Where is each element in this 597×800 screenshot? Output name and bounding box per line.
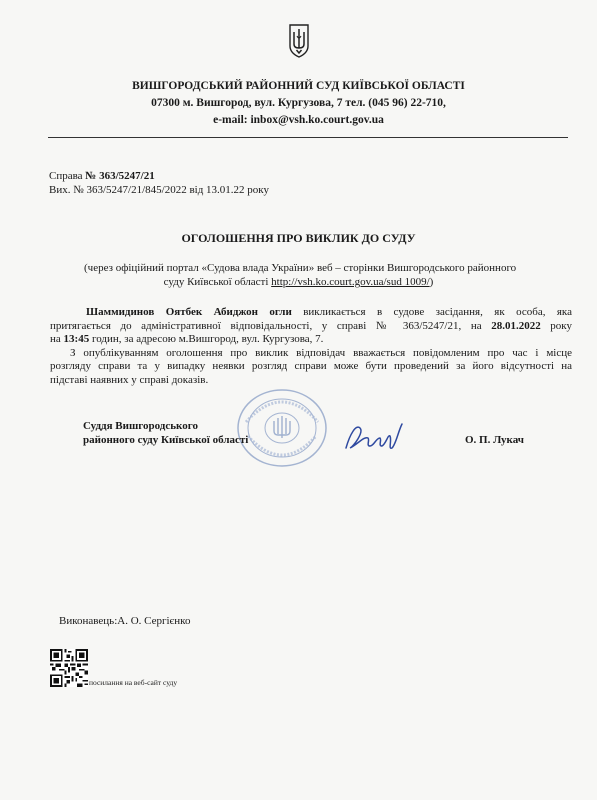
judge-name: О. П. Лукач [465, 434, 524, 446]
case-number: Справа № 363/5247/21 [49, 170, 155, 182]
header-divider [48, 137, 568, 138]
judge-title-line2: районного суду Київської області [83, 434, 249, 446]
judge-signature-icon [342, 418, 404, 454]
portal-note-line1: (через офіційний портал «Судова влада України» веб – сторінки Вишгородського районного [84, 262, 517, 274]
court-website-link[interactable]: http://vsh.ko.court.gov.ua/sud 1009/ [271, 276, 430, 288]
court-email: e-mail: inbox@vsh.ko.court.gov.ua [213, 114, 384, 126]
defendant-name: Шаммидинов Оятбек Абиджон огли [86, 306, 292, 318]
hearing-time: 13:45 [63, 333, 90, 345]
qr-code-icon[interactable] [50, 649, 88, 687]
court-name: ВИШГОРОДСЬКИЙ РАЙОННИЙ СУД КИЇВСЬКОЇ ОБЛАСТІ [132, 80, 465, 92]
court-stamp-icon [236, 388, 328, 468]
executor-line: Виконавець:А. О. Сергієнко [59, 615, 191, 627]
outgoing-number: Вих. № 363/5247/21/845/2022 від 13.01.22 року [49, 184, 269, 196]
judge-title-line1: Суддя Вишгородського [83, 420, 198, 432]
coat-of-arms-icon [288, 24, 310, 58]
portal-note-line2: суду Київської області http://vsh.ko.court.gov.ua/sud 1009/) [163, 276, 434, 288]
hearing-date: 28.01.2022 [491, 319, 541, 332]
document-title: ОГОЛОШЕННЯ ПРО ВИКЛИК ДО СУДУ [181, 231, 416, 245]
summons-paragraph: Шаммидинов Оятбек Абиджон огли викликається в судове засідання, як особа, яка притягається до адміністративної відповідальності, у справі № 363/5247/21, на 28.01.2022 року на 13:45 годин, за адресою м.Вишгород, вул. Кургузова, 7. З опублікуванням оголошення про виклик відповідач вважається повідомленим про час і місце розгляду справи та у випадку неявки розгляд справи може бути проведений за його відсутності на підставі наявних у справі доказів. [50, 306, 572, 386]
qr-caption: посилання на веб-сайт суду [89, 678, 178, 687]
court-address: 07300 м. Вишгород, вул. Кургузова, 7 тел. (045 96) 22-710, [151, 97, 446, 109]
